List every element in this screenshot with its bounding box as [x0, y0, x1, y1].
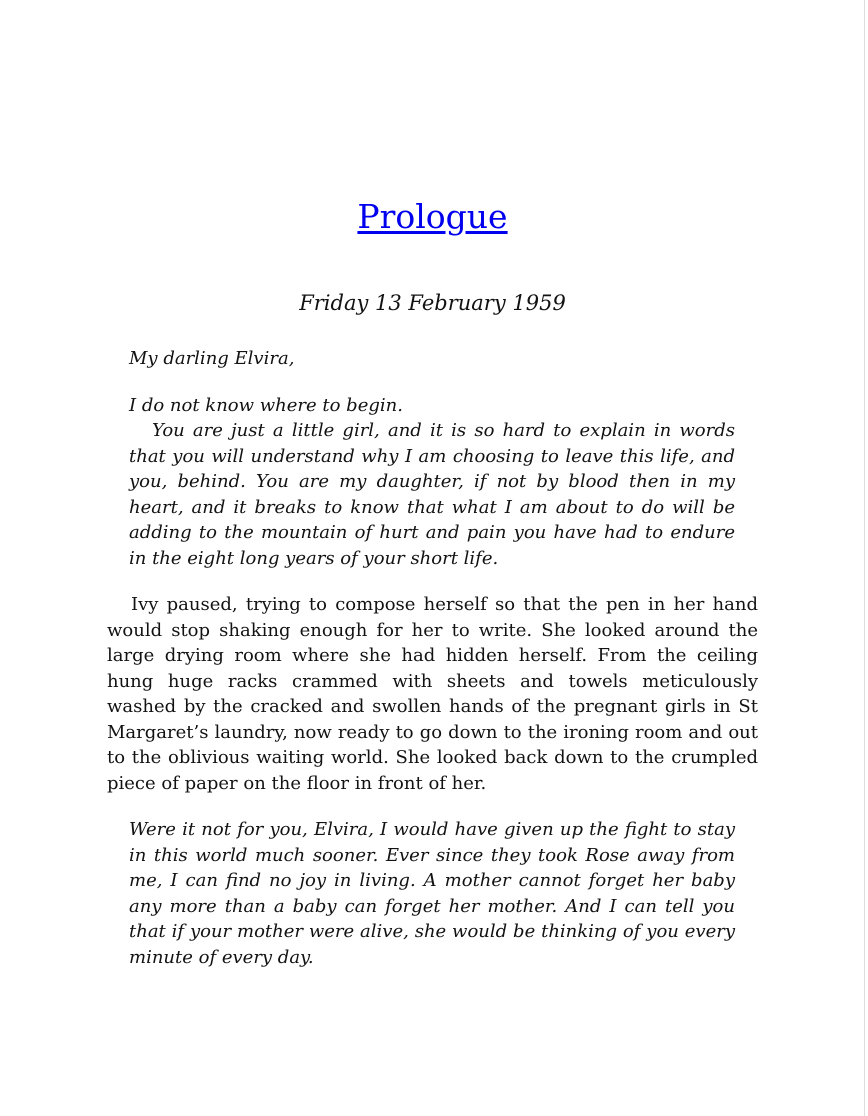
letter-paragraph: You are just a little girl, and it is so hard to explain in words that you will understand why I am choosing to leave this life, and you, behind. You are my daughter, if not by blood then in my heart, and it breaks to know that what I am about to do will be adding to the mountain of hurt and pain you have had to endure in the eight long years of your short life. — [129, 420, 735, 569]
page-edge-line — [864, 0, 865, 1116]
letter-paragraph: Were it not for you, Elvira, I would have given up the fight to stay in this world much sooner. Ever since they took Rose away from me, I can find no joy in living. A mother cannot forget her baby any more than a baby can forget her mother. And I can tell you that if your mother were alive, she would be thinking of you every minute of every day. — [129, 819, 735, 968]
chapter-title-link[interactable]: Prologue — [357, 197, 508, 236]
letter-opening-line: I do not know where to begin. — [129, 394, 403, 416]
date-line: Friday 13 February 1959 — [299, 290, 566, 315]
letter-salutation: My darling Elvira, — [129, 348, 295, 370]
chapter-heading — [107, 0, 758, 237]
letter-excerpt-1 — [129, 346, 735, 571]
narrative-paragraph: Ivy paused, trying to compose herself so that the pen in her hand would stop shaking enough for her to write. She looked around the large drying room where she had hidden herself. From the ceiling hung huge racks crammed with sheets and towels meticulously washed by the cracked and swollen hands of the pregnant girls in St Margaret’s laundry, now ready to go down to the ironing room and out to the oblivious waiting world. She looked back down to the crumpled piece of paper on the floor in front of her. — [107, 594, 758, 794]
letter-excerpt-2 — [129, 817, 735, 970]
